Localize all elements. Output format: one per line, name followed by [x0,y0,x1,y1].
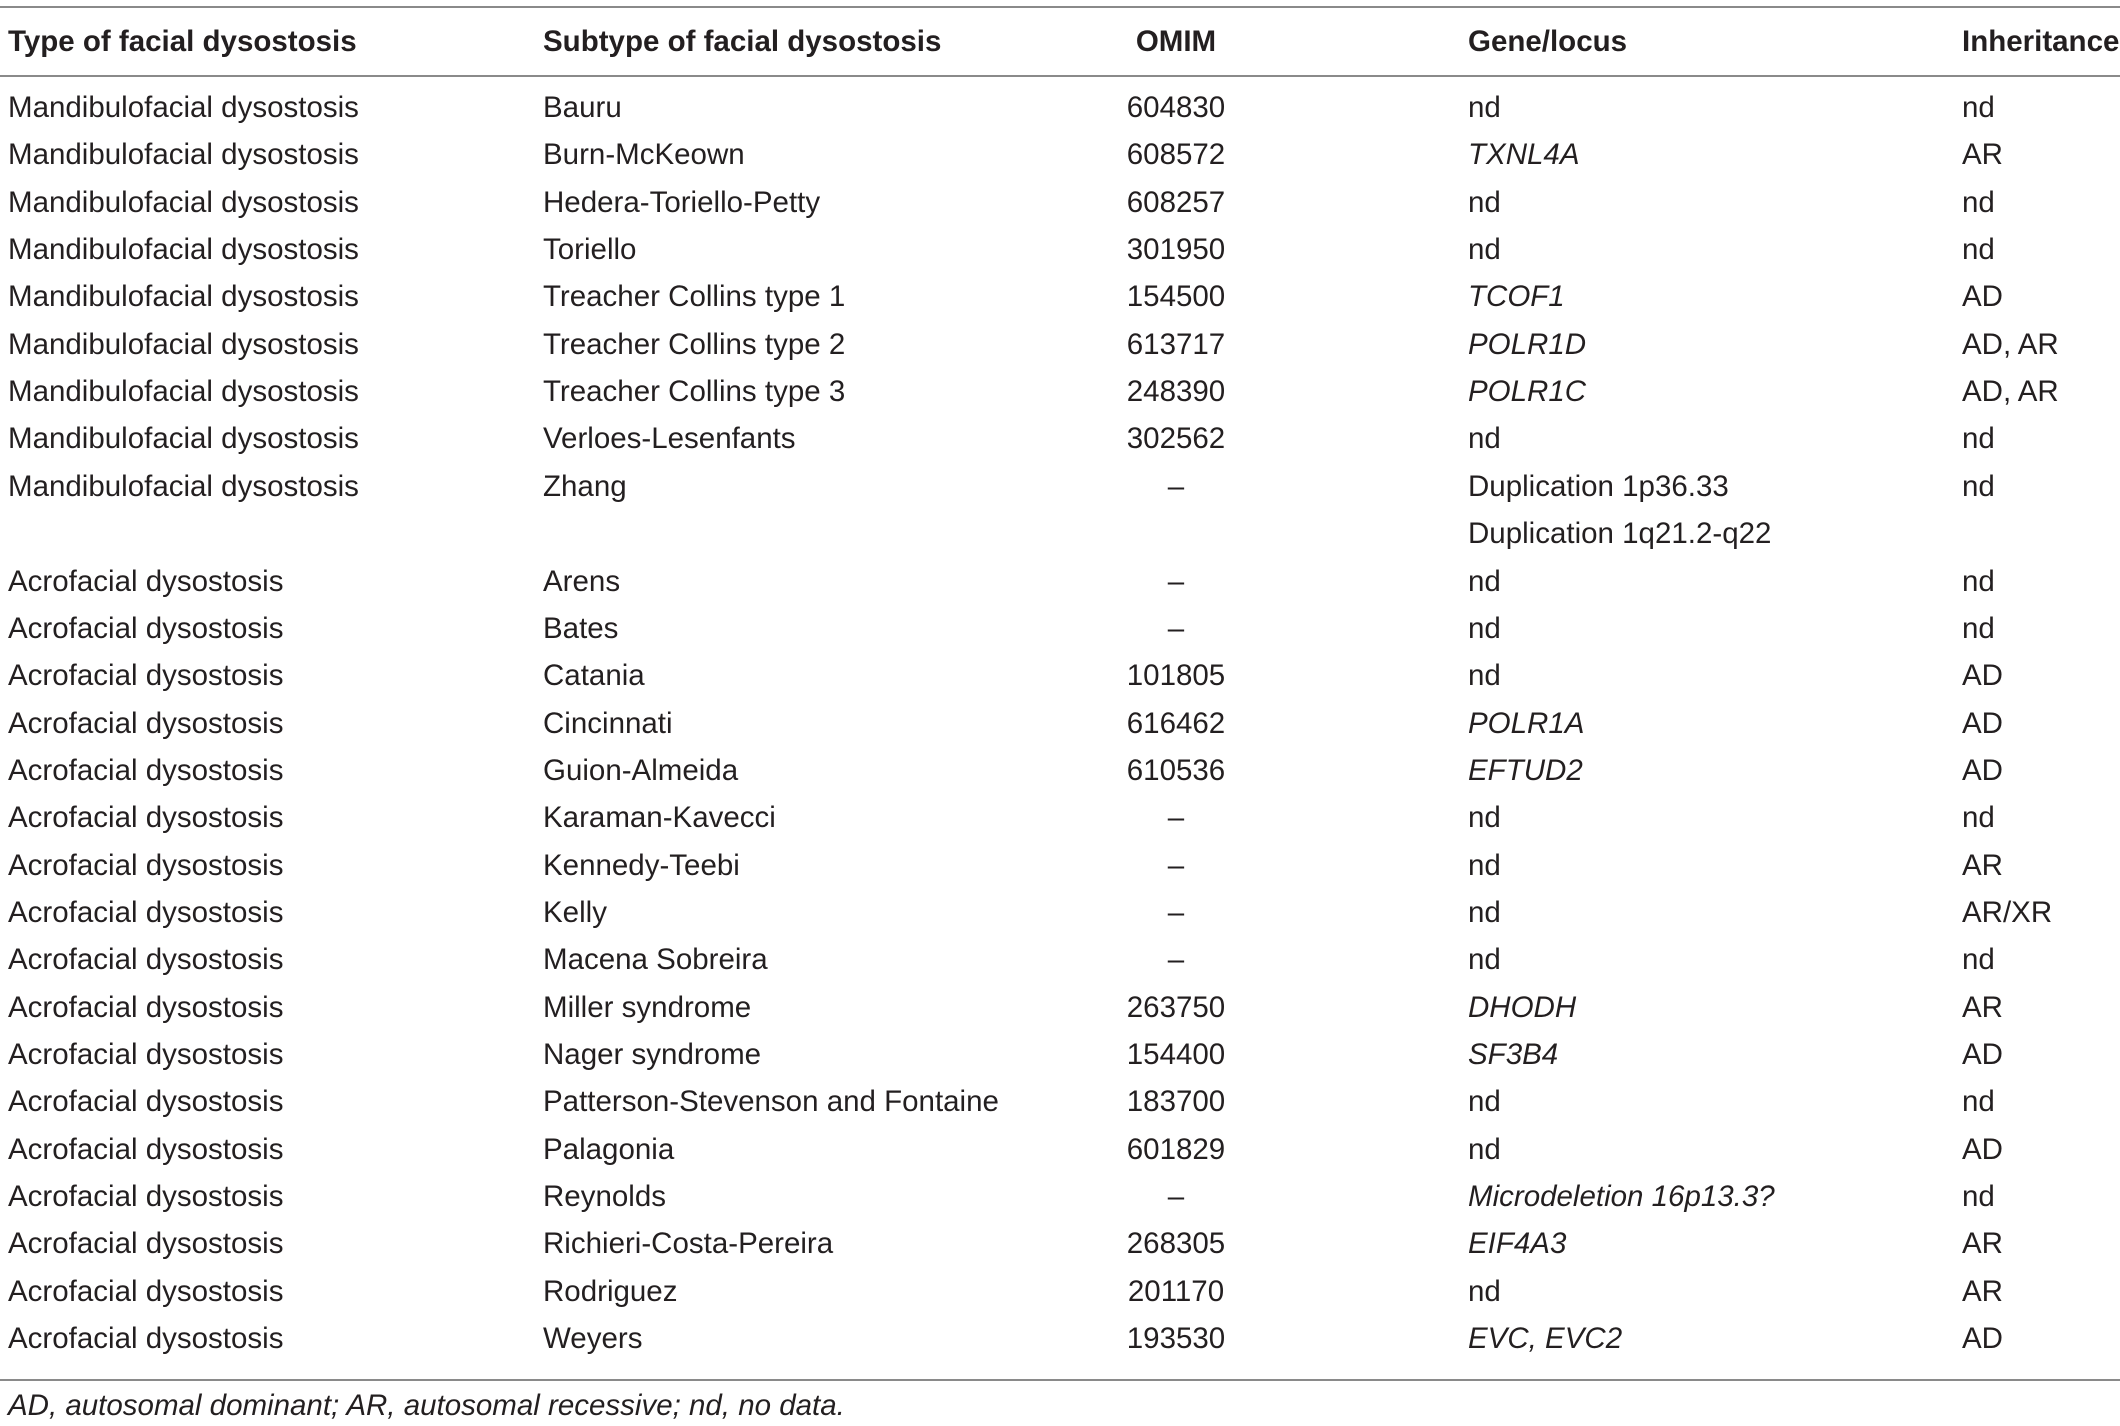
cell-gene: POLR1C [1468,375,1587,409]
cell-omim: – [1167,801,1185,835]
cell-type: Acrofacial dysostosis [8,990,284,1024]
cell-type: Mandibulofacial dysostosis [8,185,359,219]
cell-gene: Duplication 1q21.2-q22 [1468,517,1772,551]
cell-omim: 608257 [1126,185,1226,219]
cell-inheritance: AD, AR [1962,327,2059,361]
cell-type: Acrofacial dysostosis [8,753,284,787]
header-inheritance: Inheritance [1962,25,2120,58]
cell-type: Acrofacial dysostosis [8,706,284,740]
cell-omim: 613717 [1126,327,1226,361]
cell-omim: 154500 [1126,280,1226,314]
cell-subtype: Karaman-Kavecci [543,801,776,835]
cell-subtype: Reynolds [543,1180,666,1214]
cell-subtype: Treacher Collins type 1 [543,280,846,314]
cell-inheritance: nd [1962,422,1995,456]
table-row [0,1315,2120,1362]
cell-subtype: Macena Sobreira [543,943,768,977]
cell-subtype: Cincinnati [543,706,673,740]
cell-omim: 604830 [1126,91,1226,124]
cell-type: Acrofacial dysostosis [8,659,284,693]
cell-subtype: Burn-McKeown [543,138,745,172]
table-row [0,415,2120,462]
cell-gene: nd [1468,611,1501,645]
table-header-row [0,18,2120,65]
cell-inheritance: nd [1962,233,1995,267]
cell-omim: – [1167,895,1185,929]
cell-gene: nd [1468,848,1501,882]
cell-inheritance: AD [1962,706,2003,740]
cell-subtype: Guion-Almeida [543,753,739,787]
table-row [0,605,2120,652]
cell-subtype: Palagonia [543,1132,675,1166]
cell-subtype: Treacher Collins type 2 [543,327,846,361]
cell-type: Acrofacial dysostosis [8,611,284,645]
table-row [0,226,2120,273]
cell-omim: – [1167,469,1185,503]
cell-omim: – [1167,1180,1185,1214]
cell-gene: EVC, EVC2 [1468,1322,1623,1356]
cell-inheritance: AR [1962,1227,2003,1261]
cell-subtype: Richieri-Costa-Pereira [543,1227,834,1261]
cell-subtype: Catania [543,659,645,693]
cell-gene: nd [1468,1274,1501,1308]
cell-type: Mandibulofacial dysostosis [8,375,359,409]
cell-type: Acrofacial dysostosis [8,1274,284,1308]
cell-gene: nd [1468,659,1501,693]
table-row [0,652,2120,699]
cell-omim: 263750 [1126,990,1226,1024]
cell-omim: 154400 [1126,1038,1226,1071]
cell-gene: nd [1468,895,1501,929]
cell-inheritance: AD [1962,1322,2003,1356]
cell-omim: 616462 [1126,706,1226,740]
header-omim: OMIM [1135,25,1217,58]
cell-subtype: Weyers [543,1322,643,1356]
table-bottom-rule [0,1379,2120,1381]
cell-inheritance: AD, AR [1962,375,2059,409]
cell-inheritance: nd [1962,185,1995,219]
cell-type: Mandibulofacial dysostosis [8,327,359,361]
cell-inheritance: AR [1962,138,2003,172]
table-footnote: AD, autosomal dominant; AR, autosomal recessive; nd, no data. [8,1389,845,1422]
cell-subtype: Kelly [543,895,607,929]
header-type: Type of facial dysostosis [8,25,357,58]
cell-gene: TXNL4A [1468,138,1580,172]
header-gene: Gene/locus [1468,25,1628,58]
cell-subtype: Toriello [543,233,637,267]
cell-omim: 268305 [1126,1227,1226,1261]
table-row [0,273,2120,320]
cell-omim: 301950 [1126,233,1226,267]
cell-inheritance: AR/XR [1962,895,2053,929]
table-row [0,1078,2120,1125]
cell-subtype: Verloes-Lesenfants [543,422,796,456]
cell-type: Mandibulofacial dysostosis [8,422,359,456]
cell-type: Mandibulofacial dysostosis [8,469,359,503]
table-row [0,179,2120,226]
cell-type: Acrofacial dysostosis [8,1227,284,1261]
cell-gene: nd [1468,943,1501,977]
cell-inheritance: nd [1962,1085,1995,1119]
table-row [0,936,2120,983]
cell-omim: 302562 [1126,422,1226,456]
table-row [0,1173,2120,1220]
cell-inheritance: nd [1962,943,1995,977]
cell-type: Acrofacial dysostosis [8,848,284,882]
cell-subtype: Miller syndrome [543,990,752,1024]
table-row [0,1268,2120,1315]
cell-gene: Microdeletion 16p13.3? [1468,1180,1775,1214]
cell-gene: nd [1468,233,1501,267]
cell-omim: 201170 [1127,1274,1225,1308]
cell-gene: EFTUD2 [1468,753,1583,787]
cell-subtype: Treacher Collins type 3 [543,375,846,409]
table-row [0,889,2120,936]
cell-inheritance: AD [1962,1132,2003,1166]
cell-subtype: Rodriguez [543,1274,678,1308]
cell-omim: – [1167,848,1185,882]
cell-subtype: Kennedy-Teebi [543,848,740,882]
cell-inheritance: AR [1962,990,2003,1024]
cell-inheritance: nd [1962,564,1995,598]
table-row [0,321,2120,368]
cell-gene: EIF4A3 [1468,1227,1567,1261]
cell-omim: – [1167,943,1185,977]
table-header-rule [0,75,2120,77]
cell-omim: 101805 [1126,659,1226,693]
cell-omim: 608572 [1126,138,1226,172]
cell-inheritance: nd [1962,801,1995,835]
cell-type: Mandibulofacial dysostosis [8,138,359,172]
cell-gene: POLR1D [1468,327,1587,361]
cell-subtype: Zhang [543,469,627,503]
cell-inheritance: AD [1962,753,2003,787]
cell-gene: nd [1468,564,1501,598]
table-top-rule [0,6,2120,8]
cell-inheritance: AD [1962,659,2003,693]
cell-subtype: Hedera-Toriello-Petty [543,185,821,219]
cell-omim: – [1167,564,1185,598]
cell-type: Acrofacial dysostosis [8,895,284,929]
cell-subtype: Bates [543,611,619,645]
cell-inheritance: nd [1962,611,1995,645]
cell-gene: nd [1468,422,1501,456]
cell-gene: nd [1468,185,1501,219]
cell-inheritance: nd [1962,91,1995,124]
cell-gene: DHODH [1468,990,1577,1024]
cell-omim: 601829 [1126,1132,1226,1166]
cell-type: Acrofacial dysostosis [8,1132,284,1166]
table-row [0,794,2120,841]
table-row [0,747,2120,794]
table-row [0,1031,2120,1078]
cell-gene: nd [1468,1085,1501,1119]
cell-type: Acrofacial dysostosis [8,1180,284,1214]
cell-inheritance: AR [1962,1274,2003,1308]
cell-inheritance: AD [1962,1038,2003,1071]
table-row [0,984,2120,1031]
cell-gene: nd [1468,1132,1501,1166]
cell-gene: Duplication 1p36.33 [1468,469,1729,503]
table-row [0,84,2120,131]
cell-gene: TCOF1 [1468,280,1565,314]
cell-gene: SF3B4 [1468,1038,1559,1071]
cell-type: Mandibulofacial dysostosis [8,280,359,314]
table-row [0,558,2120,605]
table-row [0,1220,2120,1267]
cell-type: Mandibulofacial dysostosis [8,233,359,267]
cell-gene: POLR1A [1468,706,1585,740]
table-row [0,700,2120,747]
cell-type: Mandibulofacial dysostosis [8,91,359,124]
cell-omim: 610536 [1126,753,1226,787]
cell-type: Acrofacial dysostosis [8,564,284,598]
cell-subtype: Bauru [543,91,622,124]
cell-inheritance: nd [1962,469,1995,503]
cell-subtype: Arens [543,564,621,598]
table-row [0,842,2120,889]
table-row [0,510,2120,557]
cell-type: Acrofacial dysostosis [8,1085,284,1119]
cell-omim: 193530 [1126,1322,1226,1356]
cell-type: Acrofacial dysostosis [8,801,284,835]
table-row [0,463,2120,510]
cell-inheritance: AD [1962,280,2003,314]
cell-gene: nd [1468,801,1501,835]
cell-gene: nd [1468,91,1501,124]
cell-inheritance: nd [1962,1180,1995,1214]
cell-omim: 183700 [1126,1085,1226,1119]
cell-subtype: Nager syndrome [543,1038,762,1071]
cell-subtype: Patterson-Stevenson and Fontaine [543,1085,999,1119]
cell-omim: 248390 [1126,375,1226,409]
header-subtype: Subtype of facial dysostosis [543,25,942,58]
table-row [0,1126,2120,1173]
table-row [0,131,2120,178]
cell-inheritance: AR [1962,848,2003,882]
cell-type: Acrofacial dysostosis [8,943,284,977]
cell-omim: – [1167,611,1185,645]
cell-type: Acrofacial dysostosis [8,1038,284,1071]
table-row [0,368,2120,415]
cell-type: Acrofacial dysostosis [8,1322,284,1356]
